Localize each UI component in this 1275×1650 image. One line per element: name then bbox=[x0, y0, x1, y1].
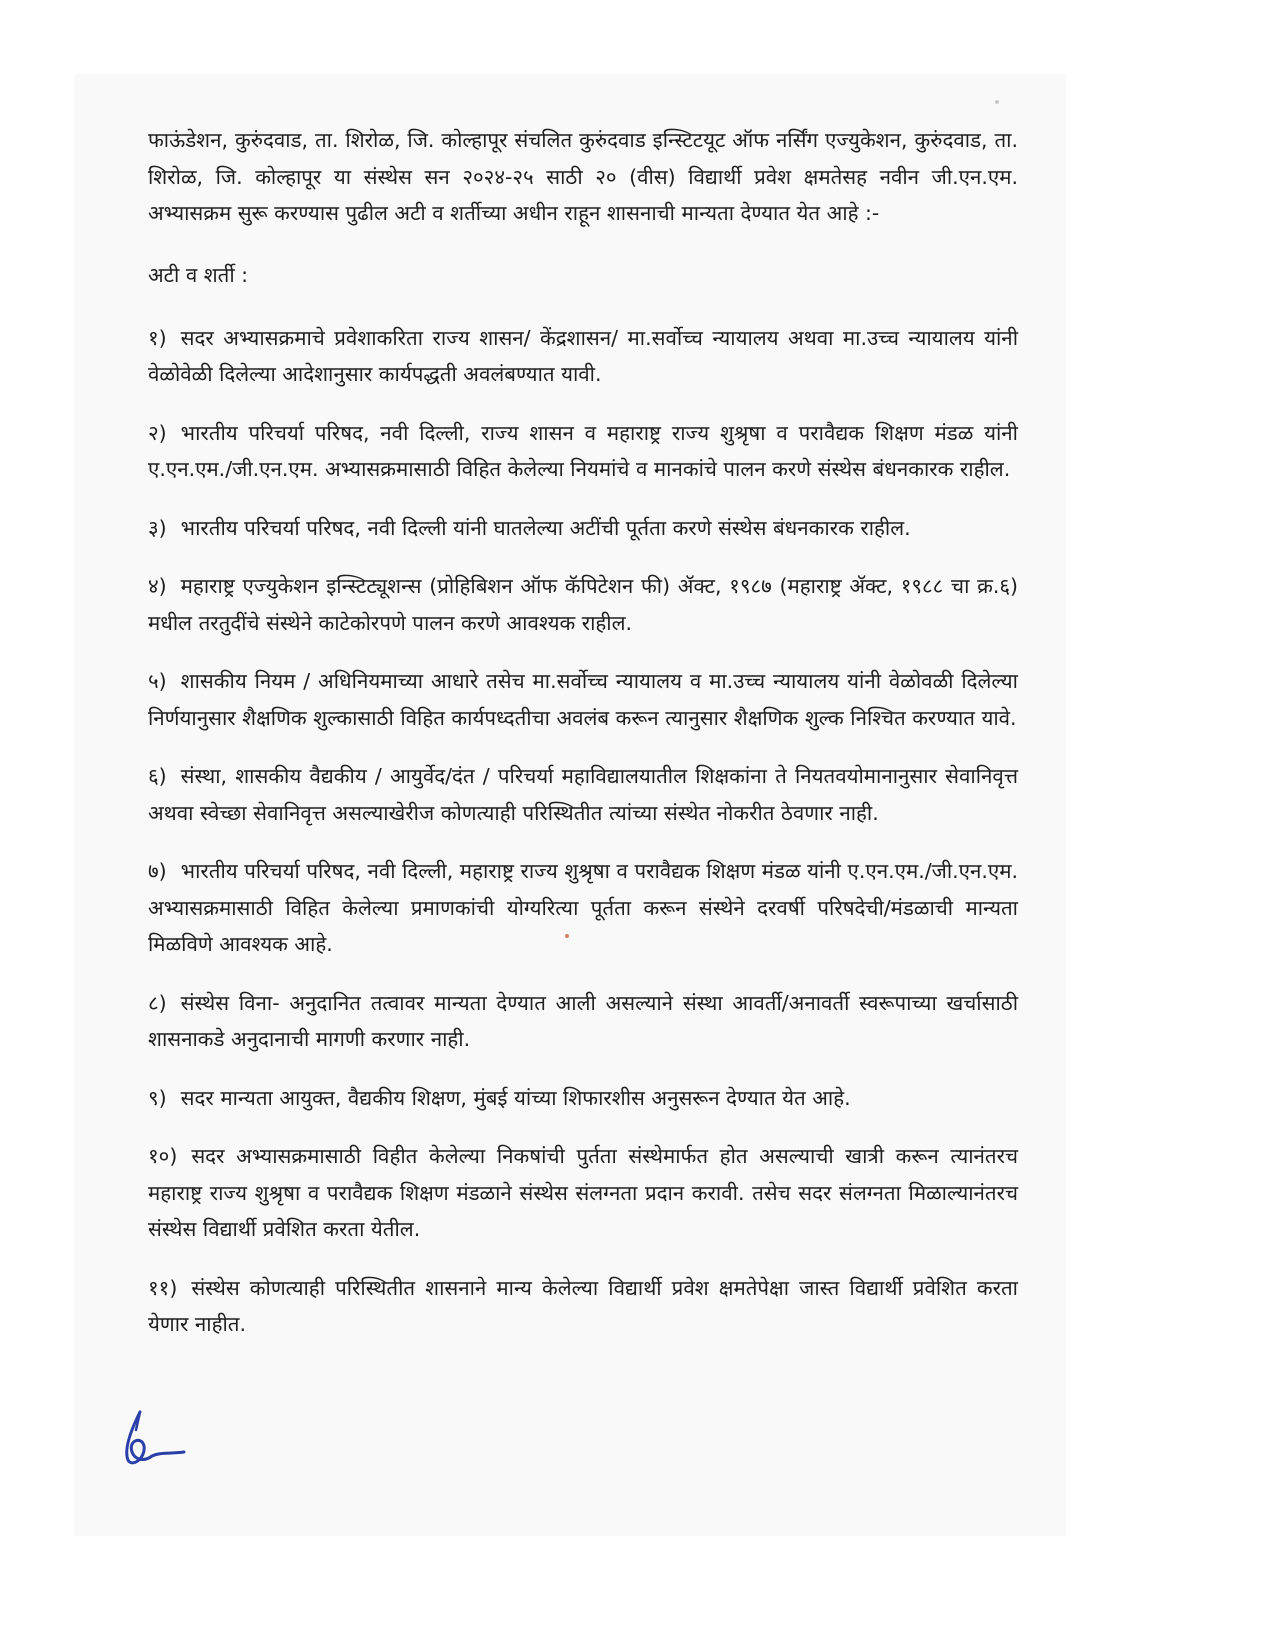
conditions-list bbox=[148, 320, 1018, 1343]
condition-number: ९) bbox=[148, 1085, 167, 1110]
condition-item bbox=[148, 510, 1018, 547]
condition-text: संस्था, शासकीय वैद्यकीय / आयुर्वेद/दंत / परिचर्या महाविद्यालयातील शिक्षकांना ते नियतवयोमानानुसार सेवानिवृत्त अथवा स्वेच्छा सेवानिवृत्त असल्याखेरीज कोणत्याही परिस्थितीत त्यांच्या संस्थेत नोकरीत ठेवणार नाही. bbox=[148, 764, 1018, 825]
condition-text: भारतीय परिचर्या परिषद, नवी दिल्ली, महाराष्ट्र राज्य शुश्रृषा व परावैद्यक शिक्षण मंडळ यांनी ए.एन.एम./जी.एन.एम. अभ्यासक्रमासाठी विहित केलेल्या प्रमाणकांची योग्यरित्या पूर्तता करून संस्थेने दरवर्षी परिषदेची/मंडळाची मान्यता मिळविणे आवश्यक आहे. bbox=[148, 859, 1018, 956]
condition-text: सदर अभ्यासक्रमासाठी विहीत केलेल्या निकषांची पुर्तता संस्थेमार्फत होत असल्याची खात्री करून त्यानंतरच महाराष्ट्र राज्य शुश्रृषा व परावैद्यक शिक्षण मंडळाने संस्थेस संलग्नता प्रदान करावी. तसेच सदर संलग्नता मिळाल्यानंतरच संस्थेस विद्यार्थी प्रवेशित करता येतील. bbox=[148, 1144, 1018, 1241]
condition-text: महाराष्ट्र एज्युकेशन इन्स्टिट्यूशन्स (प्रोहिबिशन ऑफ कॅपिटेशन फी) ॲक्ट, १९८७ (महाराष्ट्र ॲक्ट, १९८८ चा क्र.६) मधील तरतुदींचे संस्थेने काटेकोरपणे पालन करणे आवश्यक राहील. bbox=[148, 574, 1018, 635]
condition-item bbox=[148, 853, 1018, 963]
condition-item bbox=[148, 1080, 1018, 1117]
signature-initials bbox=[118, 1410, 188, 1470]
condition-item bbox=[148, 985, 1018, 1058]
condition-item bbox=[148, 415, 1018, 488]
condition-item bbox=[148, 1138, 1018, 1248]
condition-number: ३) bbox=[148, 515, 167, 540]
condition-item bbox=[148, 663, 1018, 736]
condition-number: ११) bbox=[148, 1275, 178, 1300]
condition-number: ५) bbox=[148, 669, 167, 693]
condition-item bbox=[148, 1270, 1018, 1343]
condition-number: १) bbox=[148, 325, 167, 350]
condition-text: शासकीय नियम / अधिनियमाच्या आधारे तसेच मा.सर्वोच्च न्यायालय व मा.उच्च न्यायालय यांनी वेळोवळी दिलेल्या निर्णयानुसार शैक्षणिक शुल्कासाठी विहित कार्यपध्दतीचा अवलंब करून त्यानुसार शैक्षणिक शुल्क निश्चित करण्यात यावे. bbox=[148, 669, 1018, 730]
condition-number: ८) bbox=[148, 990, 167, 1015]
condition-text: भारतीय परिचर्या परिषद, नवी दिल्ली, राज्य शासन व महाराष्ट्र राज्य शुश्रृषा व परावैद्यक शिक्षण मंडळ यांनी ए.एन.एम./जी.एन.एम. अभ्यासक्रमासाठी विहित केलेल्या नियमांचे व मानकांचे पालन करणे संस्थेस बंधनकारक राहील. bbox=[148, 420, 1018, 481]
condition-item bbox=[148, 568, 1018, 641]
condition-text: भारतीय परिचर्या परिषद, नवी दिल्ली यांनी घातलेल्या अटींची पूर्तता करणे संस्थेस बंधनकारक राहील. bbox=[180, 515, 911, 540]
condition-item bbox=[148, 758, 1018, 831]
scan-speck bbox=[995, 100, 999, 104]
intro-paragraph: फाऊंडेशन, कुरुंदवाड, ता. शिरोळ, जि. कोल्हापूर संचलित कुरुंदवाड इन्स्टिटयूट ऑफ नर्सिंग एज्युकेशन, कुरुंदवाड, ता. शिरोळ, जि. कोल्हापूर या संस्थेस सन २०२४-२५ साठी २० (वीस) विद्यार्थी प्रवेश क्षमतेसह नवीन जी.एन.एम. अभ्यासक्रम सुरू करण्यास पुढील अटी व शर्तीच्या अधीन राहून शासनाची मान्यता देण्यात येत आहे :- bbox=[148, 128, 1018, 225]
condition-item bbox=[148, 320, 1018, 393]
condition-number: ६) bbox=[148, 764, 167, 788]
condition-number: २) bbox=[148, 420, 167, 445]
condition-text: संस्थेस विना- अनुदानित तत्वावर मान्यता देण्यात आली असल्याने संस्था आवर्ती/अनावर्ती स्वरूपाच्या खर्चासाठी शासनाकडे अनुदानाची मागणी करणार नाही. bbox=[148, 990, 1018, 1051]
condition-number: १०) bbox=[148, 1144, 178, 1168]
condition-text: संस्थेस कोणत्याही परिस्थितीत शासनाने मान्य केलेल्या विद्यार्थी प्रवेश क्षमतेपेक्षा जास्त विद्यार्थी प्रवेशित करता येणार नाहीत. bbox=[148, 1275, 1018, 1336]
condition-number: ४) bbox=[148, 574, 167, 598]
condition-number: ७) bbox=[148, 859, 167, 883]
condition-text: सदर मान्यता आयुक्त, वैद्यकीय शिक्षण, मुंबई यांच्या शिफारशीस अनुसरून देण्यात येत आहे. bbox=[180, 1085, 851, 1110]
document-body bbox=[148, 122, 1018, 1365]
condition-text: सदर अभ्यासक्रमाचे प्रवेशाकरिता राज्य शासन/ केंद्रशासन/ मा.सर्वोच्च न्यायालय अथवा मा.उच्च न्यायालय यांनी वेळोवेळी दिलेल्या आदेशानुसार कार्यपद्धती अवलंबण्यात यावी. bbox=[148, 325, 1018, 386]
conditions-heading: अटी व शर्ती : bbox=[148, 262, 249, 287]
